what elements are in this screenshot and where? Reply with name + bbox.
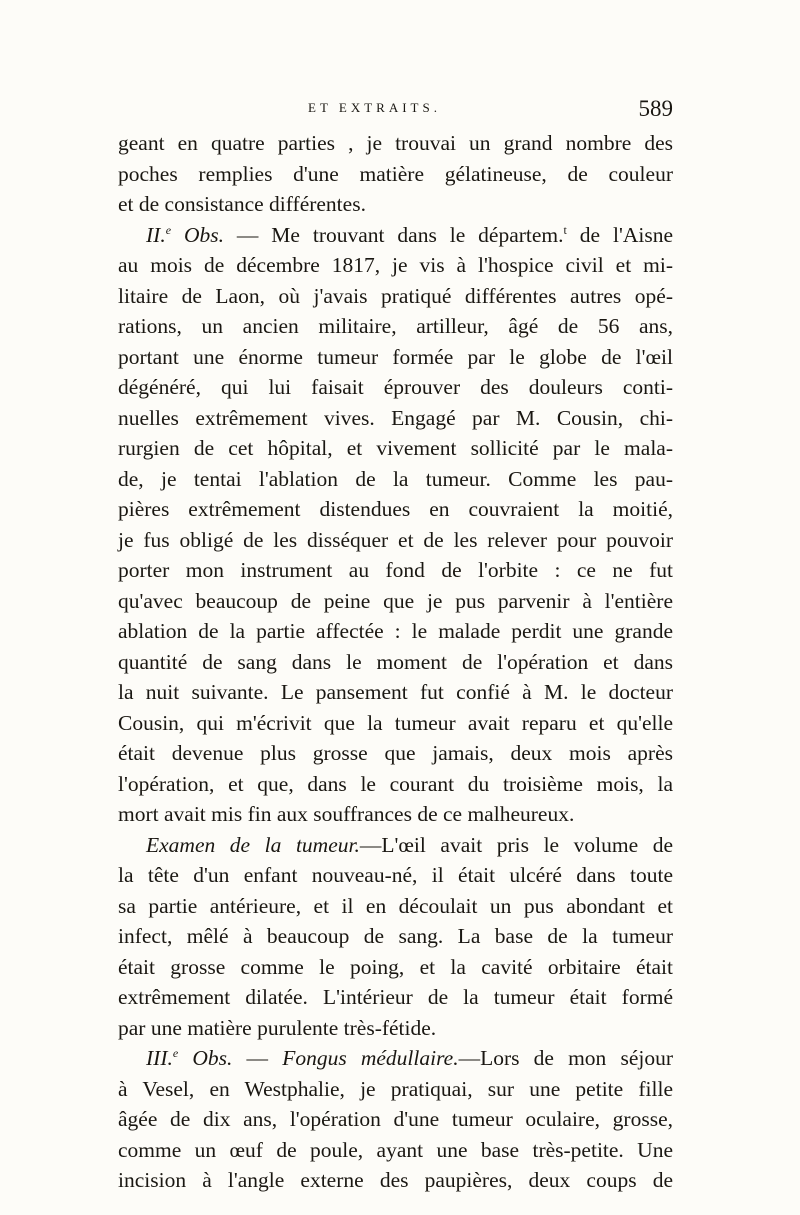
text-line: rurgien de cet hôpital, et vivement sollicité par le mala-: [118, 436, 673, 460]
text-line: incision à l'angle externe des paupières, deux coups de: [118, 1168, 673, 1192]
text-line: était devenue plus grosse que jamais, deux mois après: [118, 741, 673, 765]
observation-3-label: III.$^e$ Obs.: [146, 1046, 233, 1070]
text-line: par une matière purulente très-fétide.: [118, 1015, 437, 1040]
body-text: [118, 128, 673, 1196]
text-line: rations, un ancien militaire, artilleur, âgé de 56 ans,: [118, 314, 673, 338]
observation-3-first-line: III.$^e$ Obs. — Fongus médullaire.—Lors de mon séjour: [146, 1046, 674, 1070]
text-line: était grosse comme le poing, et la cavité orbitaire était: [118, 954, 673, 979]
footnote-mark: t: [563, 222, 567, 237]
text-line: la tête d'un enfant nouveau-né, il était ulcéré dans toute: [118, 863, 673, 887]
observation-2-label: II.$^e$ Obs.: [146, 222, 224, 247]
text-line: Cousin, qui m'écrivit que la tumeur avait reparu et qu'elle: [118, 710, 673, 735]
text-line: infect, mêlé à beaucoup de sang. La base de la tumeur: [118, 924, 673, 948]
text-line: dégénéré, qui lui faisait éprouver des douleurs conti-: [118, 375, 673, 399]
observation-2-first-line: II.$^e$ Obs. — Me trouvant dans le départem.$^t$ de l'Aisne: [146, 222, 673, 247]
text-line: la nuit suivante. Le pansement fut confié à M. le docteur: [118, 680, 673, 704]
page-number: 589: [638, 96, 673, 121]
running-title: ET EXTRAITS.: [308, 100, 441, 115]
text-line: sa partie antérieure, et il en découlait un pus abondant et: [118, 893, 673, 918]
text-line: litaire de Laon, où j'avais pratiqué différentes autres opé-: [118, 283, 673, 308]
text-line: mort avait mis fin aux souffrances de ce malheureux.: [118, 802, 575, 826]
text-line: âgée de dix ans, l'opération d'une tumeur oculaire, grosse,: [118, 1107, 673, 1131]
text-line: je fus obligé de les disséquer et de les relever pour pouvoir: [118, 527, 673, 552]
examination-heading: Examen de la tumeur.: [146, 832, 360, 857]
text-line: extrêmement dilatée. L'intérieur de la tumeur était formé: [118, 985, 673, 1009]
page-header: [118, 96, 673, 126]
examination-first-line: Examen de la tumeur.—L'œil avait pris le volume de: [146, 832, 673, 857]
text-line: poches remplies d'une matière gélatineuse, de couleur: [118, 161, 673, 186]
text-line: quantité de sang dans le moment de l'opération et dans: [118, 649, 673, 674]
text-line: l'opération, et que, dans le courant du troisième mois, la: [118, 771, 673, 796]
text-line: nuelles extrêmement vives. Engagé par M. Cousin, chi-: [118, 405, 673, 430]
text-line: au mois de décembre 1817, je vis à l'hospice civil et mi-: [118, 253, 673, 277]
text-line: ablation de la partie affectée : le malade perdit une grande: [118, 619, 673, 643]
text-line: geant en quatre parties , je trouvai un grand nombre des: [118, 131, 673, 155]
text-line: portant une énorme tumeur formée par le globe de l'œil: [118, 344, 673, 369]
text-line: et de consistance différentes.: [118, 192, 366, 216]
text-line: pières extrêmement distendues en couvraient la moitié,: [118, 497, 673, 521]
text-line: à Vesel, en Westphalie, je pratiquai, sur une petite fille: [118, 1076, 673, 1101]
text-line: qu'avec beaucoup de peine que je pus parvenir à l'entière: [118, 588, 673, 613]
text-line: porter mon instrument au fond de l'orbite : ce ne fut: [118, 558, 673, 582]
observation-3-heading: Fongus médullaire.: [282, 1046, 459, 1070]
text-line: de, je tentai l'ablation de la tumeur. Comme les pau-: [118, 466, 673, 491]
text-line: comme un œuf de poule, ayant une base très-petite. Une: [118, 1137, 673, 1162]
